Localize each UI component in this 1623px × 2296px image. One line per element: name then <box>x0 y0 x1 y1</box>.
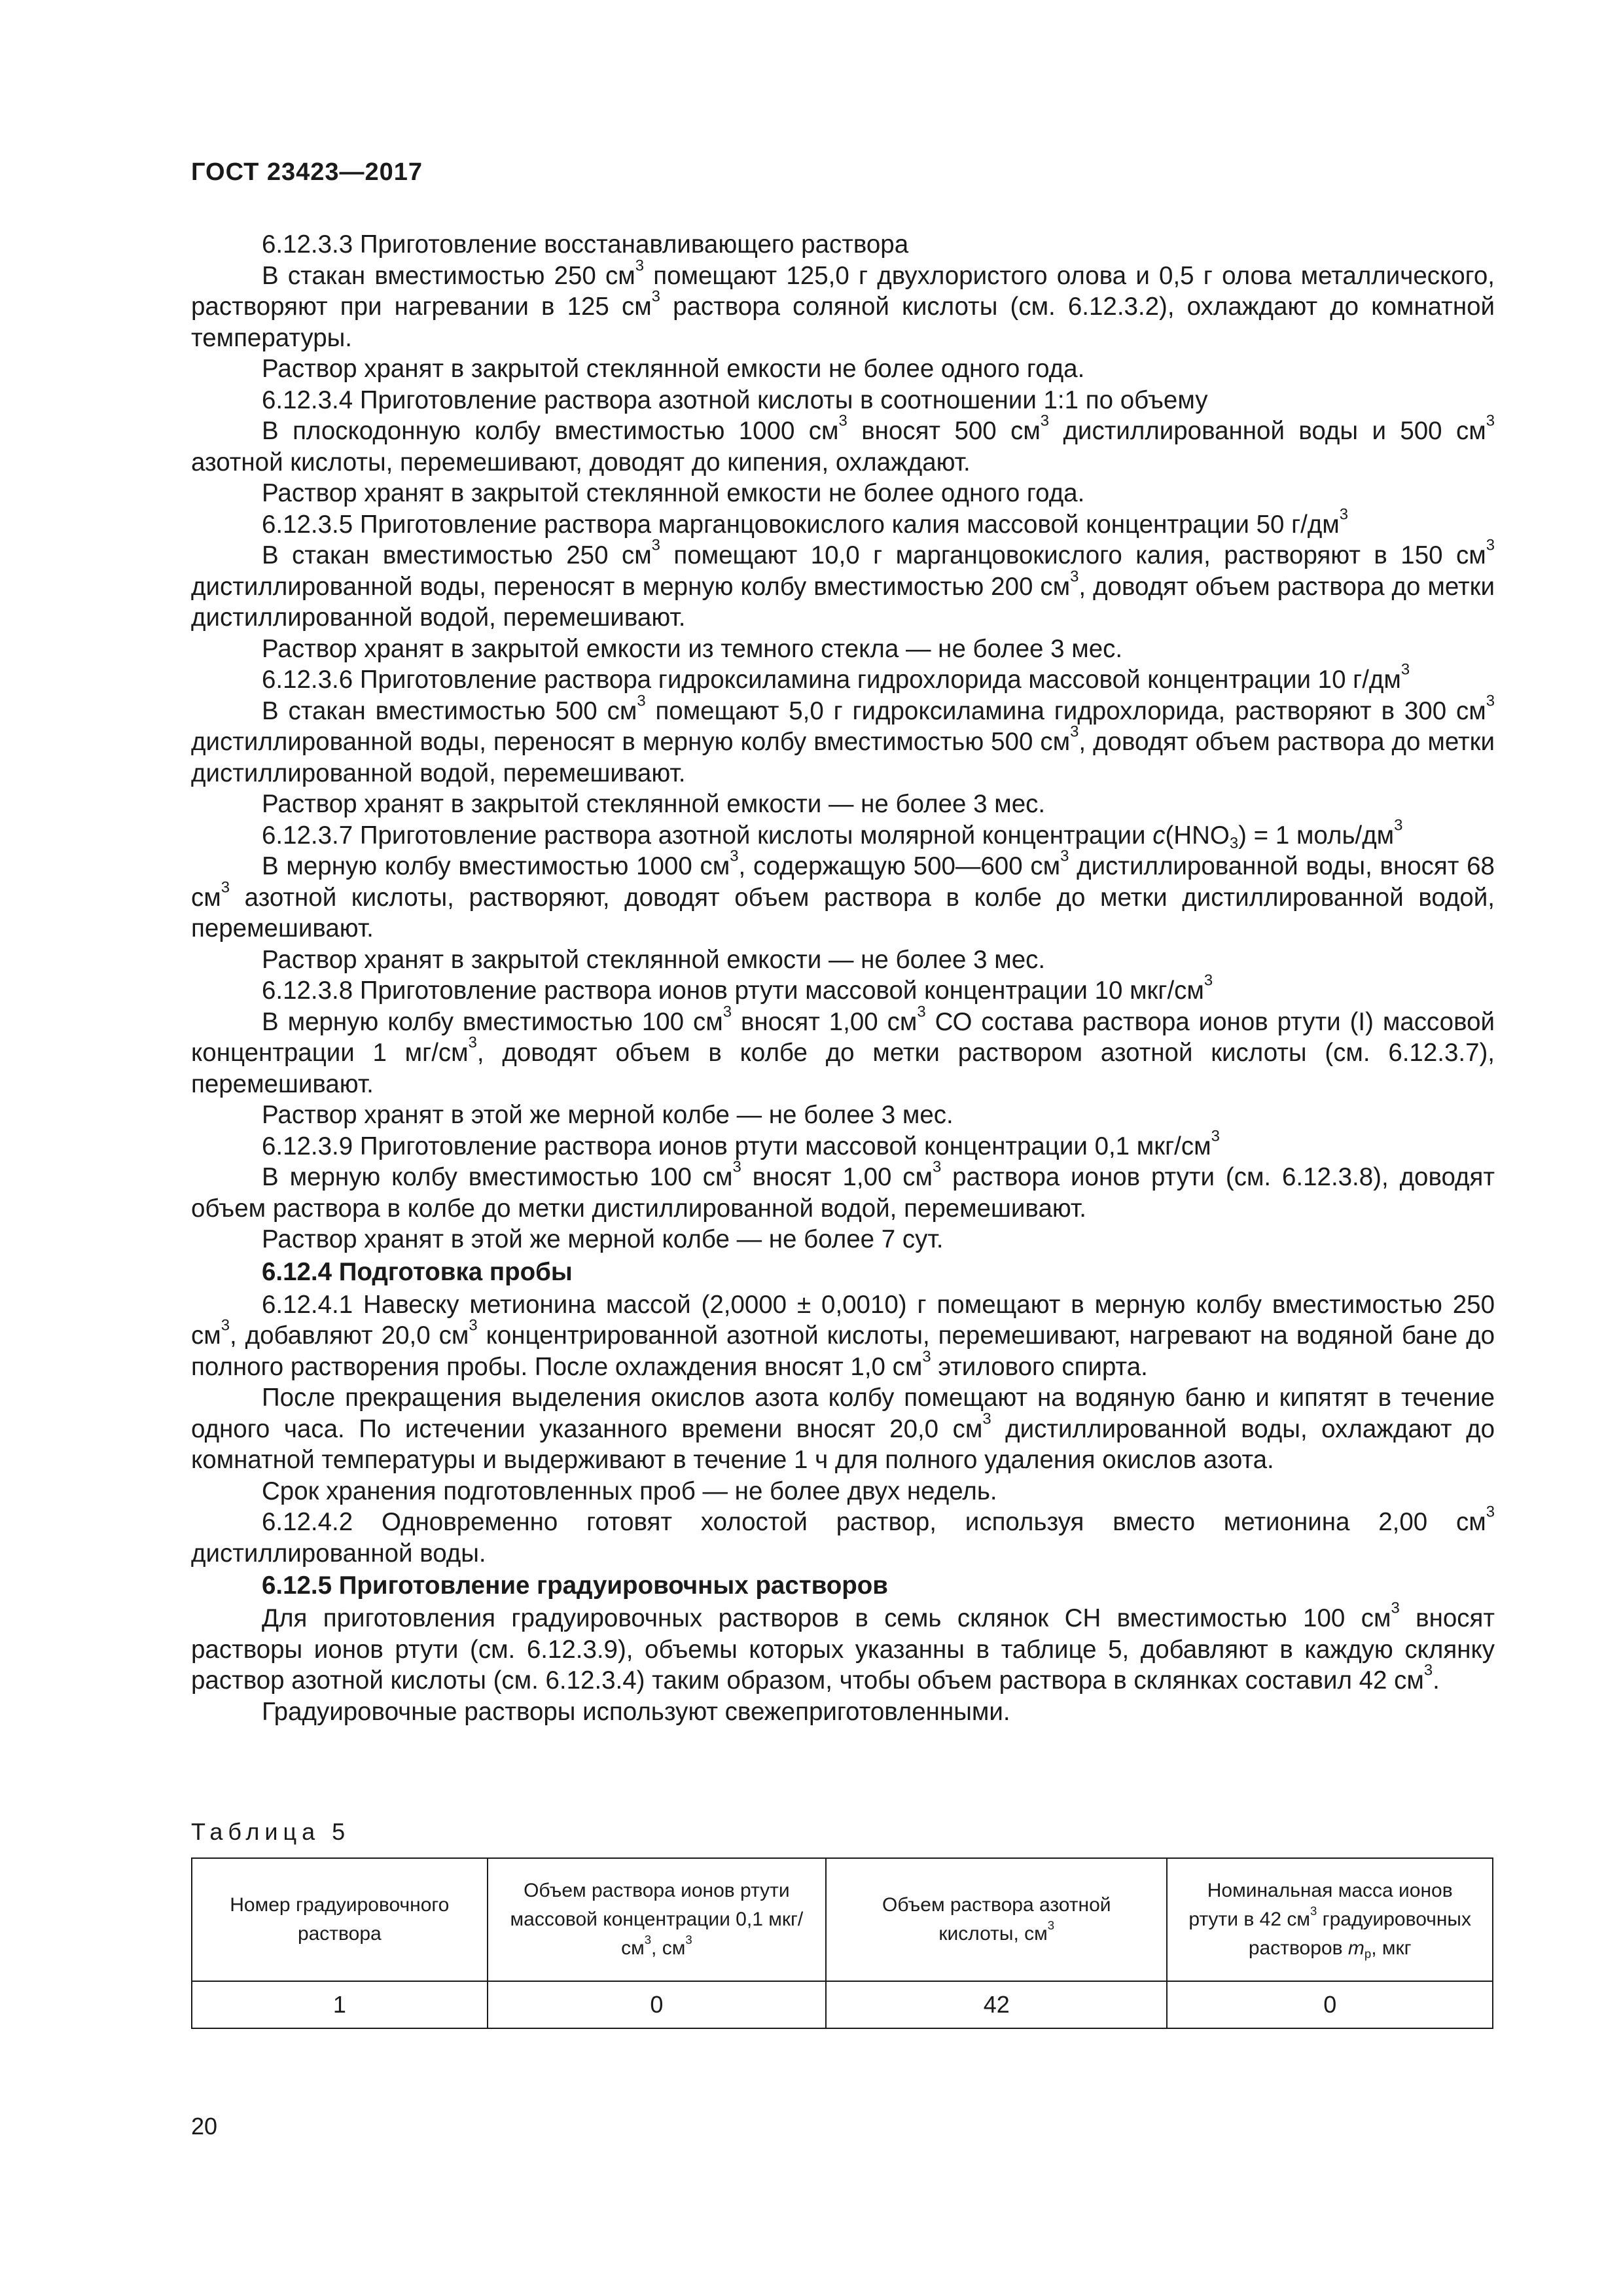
page-number: 20 <box>191 2113 218 2140</box>
paragraph: После прекращения выделения окислов азота колбу помещают на водяную баню и кипятят в течение одного часа. По истечении указанного времени вносят 20,0 $см^3$ дистиллированной воды, охлаждают до комнатной температуры и выдерживают в течение 1 ч для полного удаления окислов азота. <box>191 1384 1495 1474</box>
paragraph: Раствор хранят в этой же мерной колбе — не более 3 мес. <box>262 1101 954 1129</box>
paragraph: 6.12.3.4 Приготовление раствора азотной кислоты в соотношении 1:1 по объему <box>262 386 1208 414</box>
paragraph: В стакан вместимостью 250 $см^3$ помещают 125,0 г двухлористого олова и 0,5 г олова металлического, растворяют при нагревании в 125 $см^3$ раствора соляной кислоты (см. 6.12.3.2), охлаждают до комнатной температуры. <box>191 257 1495 352</box>
paragraph: 6.12.3.7 Приготовление раствора азотной кислоты молярной концентрации $c(HNO_3) = 1$ моль/$дм^3$ <box>262 816 1403 852</box>
paragraph: В мерную колбу вместимостью 1000 $см^3$, содержащую 500—600 $см^3$ дистиллированной воды, вносят 68 $см^3$ азотной кислоты, растворяют, доводят объем раствора в колбе до метки дистиллированной водой, перемешивают. <box>191 847 1495 942</box>
paragraph: Срок хранения подготовленных проб — не более двух недель. <box>262 1477 997 1505</box>
paragraph: Для приготовления градуировочных растворов в семь склянок СН вместимостью 100 $см^3$ вносят растворы ионов ртути (см. 6.12.3.9), объемы которых указанны в таблице 5, добавляют в каждую склянку раствор азотной кислоты (см. 6.12.3.4) таким образом, чтобы объем раствора в склянках составил 42 $см^3$. <box>191 1599 1495 1695</box>
paragraph: Раствор хранят в закрытой стеклянной емкости не более одного года. <box>262 479 1085 507</box>
column-header: Объем раствора азотной кислоты, $см^3$ <box>826 1858 1167 1981</box>
paragraph: 6.12.3.3 Приготовление восстанавливающего раствора <box>262 230 909 259</box>
paragraph: 6.12.3.8 Приготовление раствора ионов ртути массовой концентрации 10 мкг/$см^3$ <box>262 971 1213 1005</box>
paragraph: В стакан вместимостью 250 $см^3$ помещают 10,0 г марганцовокислого калия, растворяют в 150 $см^3$ дистиллированной воды, переносят в мерную колбу вместимостью 200 $см^3$, доводят объем раствора до метки дистиллированной водой, перемешивают. <box>191 536 1495 632</box>
column-header: Номинальная масса ионов ртути в 42 $см^3$ градуировочных растворов $m_р$, мкг <box>1167 1858 1493 1981</box>
column-header: Объем раствора ионов ртути массовой концентрации 0,1 мкг/$см^3$, $см^3$ <box>488 1858 826 1981</box>
table-caption: Таблица 5 <box>191 1818 351 1845</box>
paragraph: 6.12.4.1 Навеску метионина массой (2,0000 ± 0,0010) г помещают в мерную колбу вместимостью 250 $см^3$, добавляют 20,0 $см^3$ концентрированной азотной кислоты, перемешивают, нагревают на водяной бане до полного растворения пробы. После охлаждения вносят 1,0 $см^3$ этилового спирта. <box>191 1290 1495 1381</box>
table-row <box>192 1981 1493 2028</box>
table-cell: 0 <box>1167 1981 1493 2028</box>
paragraph: Раствор хранят в закрытой стеклянной емкости — не более 3 мес. <box>262 790 1046 818</box>
table-header-row <box>192 1858 1493 1981</box>
paragraph: 6.12.3.5 Приготовление раствора марганцовокислого калия массовой концентрации 50 $г/дм^3$ <box>262 505 1349 539</box>
paragraph: 6.12.4.2 Одновременно готовят холостой раствор, используя вместо метионина 2,00 $см^3$ дистиллированной воды. <box>191 1503 1495 1568</box>
column-header: Номер градуировочного раствора <box>192 1858 488 1981</box>
data-table <box>191 1857 1493 2029</box>
table-cell: 42 <box>826 1981 1167 2028</box>
document-body <box>191 229 1495 1727</box>
paragraph: Раствор хранят в закрытой стеклянной емкости не более одного года. <box>262 355 1085 383</box>
paragraph: В мерную колбу вместимостью 100 $см^3$ вносят 1,00 $см^3$ раствора ионов ртути (см. 6.12.3.8), доводят объем раствора в колбе до метки дистиллированной водой, перемешивают. <box>191 1158 1495 1223</box>
section-heading: 6.12.4 Подготовка пробы <box>262 1257 573 1286</box>
paragraph: В стакан вместимостью 500 $см^3$ помещают 5,0 г гидроксиламина гидрохлорида, растворяют в 300 $см^3$ дистиллированной воды, переносят в мерную колбу вместимостью 500 $см^3$, доводят объем раствора до метки дистиллированной водой, перемешивают. <box>191 692 1495 787</box>
paragraph: 6.12.3.9 Приготовление раствора ионов ртути массовой концентрации 0,1 мкг/$см^3$ <box>262 1127 1220 1160</box>
paragraph: В плоскодонную колбу вместимостью 1000 $см^3$ вносят 500 $см^3$ дистиллированной воды и 500 $см^3$ азотной кислоты, перемешивают, доводят до кипения, охлаждают. <box>191 412 1495 476</box>
paragraph: 6.12.3.6 Приготовление раствора гидроксиламина гидрохлорида массовой концентрации 10 $г/дм^3$ <box>262 660 1410 694</box>
table-cell: 0 <box>488 1981 826 2028</box>
document-header: ГОСТ 23423—2017 <box>191 158 423 186</box>
paragraph: Градуировочные растворы используют свежеприготовленными. <box>262 1697 1010 1726</box>
paragraph: Раствор хранят в закрытой стеклянной емкости — не более 3 мес. <box>262 945 1046 974</box>
paragraph: В мерную колбу вместимостью 100 $см^3$ вносят 1,00 $см^3$ СО состава раствора ионов ртути (I) массовой концентрации 1 $мг/см^3$, доводят объем в колбе до метки раствором азотной кислоты (см. 6.12.3.7), перемешивают. <box>191 1003 1495 1098</box>
section-heading: 6.12.5 Приготовление градуировочных растворов <box>262 1571 888 1600</box>
paragraph: Раствор хранят в этой же мерной колбе — не более 7 сут. <box>262 1225 944 1253</box>
table-cell: 1 <box>192 1981 488 2028</box>
paragraph: Раствор хранят в закрытой емкости из темного стекла — не более 3 мес. <box>262 634 1123 663</box>
